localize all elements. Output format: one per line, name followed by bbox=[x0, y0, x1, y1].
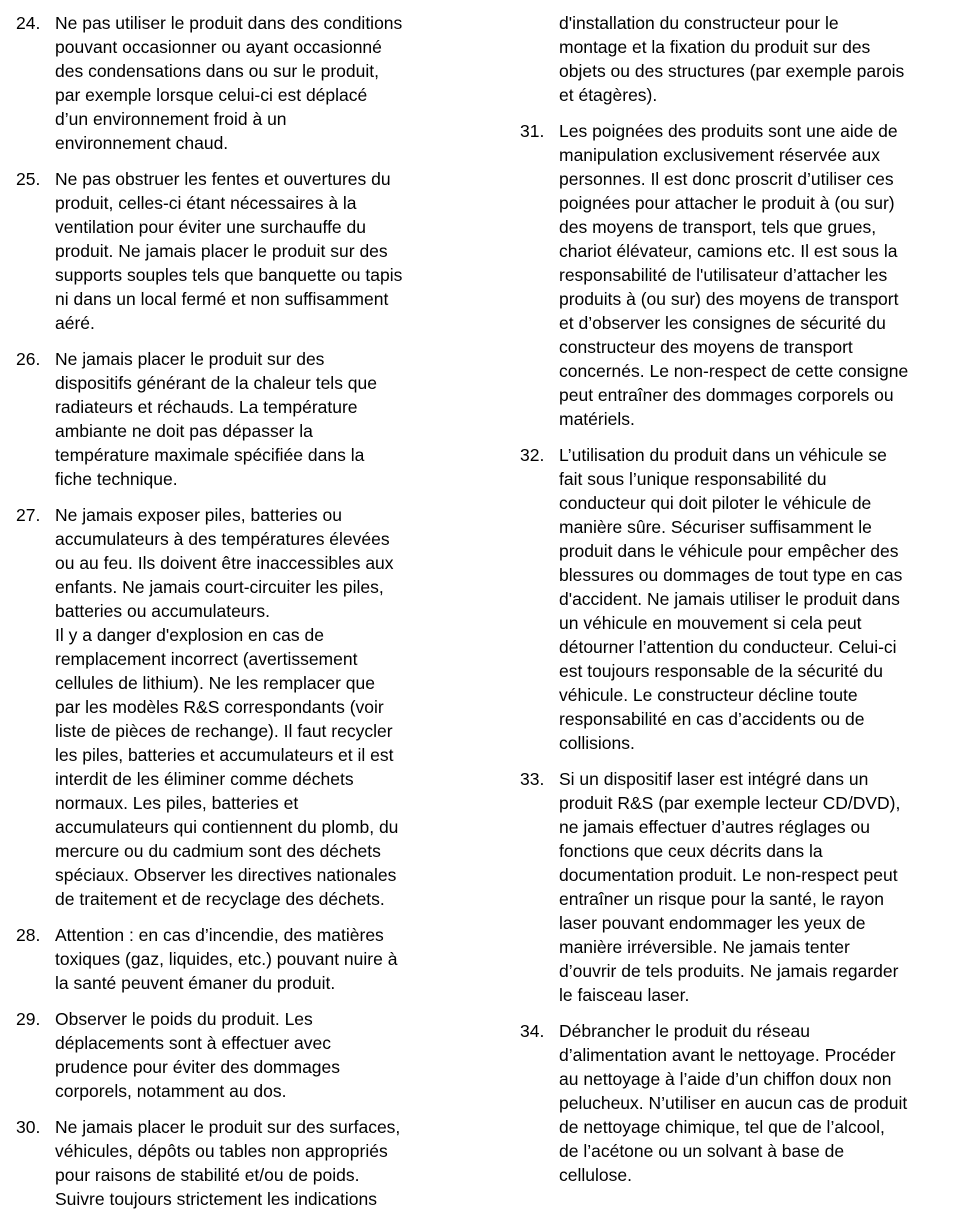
text-line: enfants. Ne jamais court-circuiter les piles, bbox=[55, 577, 384, 597]
item-number: 26. bbox=[16, 349, 41, 369]
text-line: Observer le poids du produit. Les bbox=[55, 1009, 313, 1029]
text-line: produit, celles-ci étant nécessaires à la bbox=[55, 193, 357, 213]
text-line: peut entraîner des dommages corporels ou bbox=[559, 385, 894, 405]
text-line: personnes. Il est donc proscrit d’utiliser ces bbox=[559, 169, 894, 189]
text-line: Ne jamais placer le produit sur des bbox=[55, 349, 325, 369]
text-line: Si un dispositif laser est intégré dans un bbox=[559, 769, 869, 789]
text-line: manipulation exclusivement réservée aux bbox=[559, 145, 880, 165]
item-text bbox=[55, 503, 456, 911]
text-line: et d’observer les consignes de sécurité du bbox=[559, 313, 886, 333]
text-line: véhicules, dépôts ou tables non appropriés bbox=[55, 1141, 388, 1161]
text-line: manière sûre. Sécuriser suffisamment le bbox=[559, 517, 872, 537]
item-number: 27. bbox=[16, 505, 41, 525]
text-line: remplacement incorrect (avertissement bbox=[55, 649, 358, 669]
text-line: Attention : en cas d’incendie, des matières bbox=[55, 925, 384, 945]
text-line: matériels. bbox=[559, 409, 635, 429]
text-line: dispositifs générant de la chaleur tels que bbox=[55, 373, 378, 393]
text-line: poignées pour attacher le produit à (ou sur) bbox=[559, 193, 895, 213]
text-line: aéré. bbox=[55, 313, 95, 333]
item-number: 28. bbox=[16, 925, 41, 945]
text-line: laser pouvant endommager les yeux de bbox=[559, 913, 866, 933]
text-line: accumulateurs qui contiennent du plomb, du bbox=[55, 817, 399, 837]
text-line: normaux. Les piles, batteries et bbox=[55, 793, 299, 813]
text-line: par les modèles R&S correspondants (voir bbox=[55, 697, 384, 717]
text-line: toxiques (gaz, liquides, etc.) pouvant nuire à bbox=[55, 949, 398, 969]
text-line: ni dans un local fermé et non suffisamment bbox=[55, 289, 389, 309]
text-line: pour raisons de stabilité et/ou de poids. bbox=[55, 1165, 360, 1185]
right-column bbox=[520, 11, 965, 1199]
text-line: responsabilité de l'utilisateur d’attacher les bbox=[559, 265, 888, 285]
text-line: Suivre toujours strictement les indications bbox=[55, 1189, 377, 1209]
text-line: Ne pas utiliser le produit dans des conditions bbox=[55, 13, 403, 33]
text-line: d’ouvrir de tels produits. Ne jamais regarder bbox=[559, 961, 899, 981]
text-line: un véhicule en mouvement si cela peut bbox=[559, 613, 862, 633]
item-text bbox=[55, 11, 456, 155]
text-line: d’un environnement froid à un bbox=[55, 109, 287, 129]
text-line: Débrancher le produit du réseau bbox=[559, 1021, 810, 1041]
text-line: entraîner un risque pour la santé, le rayon bbox=[559, 889, 884, 909]
text-line: véhicule. Le constructeur décline toute bbox=[559, 685, 858, 705]
item-number: 24. bbox=[16, 13, 41, 33]
item-number: 31. bbox=[520, 121, 545, 141]
list-item bbox=[16, 1115, 456, 1211]
text-line: chariot élévateur, camions etc. Il est sous la bbox=[559, 241, 898, 261]
list-item-continuation bbox=[520, 11, 965, 107]
text-line: mercure ou du cadmium sont des déchets bbox=[55, 841, 381, 861]
text-line: Il y a danger d'explosion en cas de bbox=[55, 625, 324, 645]
text-line: liste de pièces de rechange). Il faut recycler bbox=[55, 721, 393, 741]
text-line: produit dans le véhicule pour empêcher des bbox=[559, 541, 899, 561]
list-item bbox=[520, 1019, 965, 1187]
text-line: spéciaux. Observer les directives nationales bbox=[55, 865, 397, 885]
text-line: le faisceau laser. bbox=[559, 985, 690, 1005]
text-line: objets ou des structures (par exemple parois bbox=[559, 61, 905, 81]
item-text bbox=[559, 443, 965, 755]
text-line: de nettoyage chimique, tel que de l’alcool, bbox=[559, 1117, 885, 1137]
text-line: prudence pour éviter des dommages bbox=[55, 1057, 341, 1077]
text-line: batteries ou accumulateurs. bbox=[55, 601, 270, 621]
text-line: responsabilité en cas d’accidents ou de bbox=[559, 709, 865, 729]
text-line: est toujours responsable de la sécurité du bbox=[559, 661, 883, 681]
item-number: 30. bbox=[16, 1117, 41, 1137]
text-line: température maximale spécifiée dans la bbox=[55, 445, 365, 465]
text-line: de l’acétone ou un solvant à base de bbox=[559, 1141, 845, 1161]
list-item bbox=[16, 167, 456, 335]
text-line: pelucheux. N’utiliser en aucun cas de produit bbox=[559, 1093, 908, 1113]
list-item bbox=[16, 347, 456, 491]
text-line: supports souples tels que banquette ou tapis bbox=[55, 265, 403, 285]
text-line: corporels, notamment au dos. bbox=[55, 1081, 287, 1101]
text-line: détourner l’attention du conducteur. Celui-ci bbox=[559, 637, 897, 657]
item-number: 32. bbox=[520, 445, 545, 465]
item-number: 33. bbox=[520, 769, 545, 789]
text-line: déplacements sont à effectuer avec bbox=[55, 1033, 331, 1053]
item-text bbox=[55, 1007, 456, 1103]
text-line: accumulateurs à des températures élevées bbox=[55, 529, 390, 549]
item-text bbox=[559, 1019, 965, 1187]
text-line: d'installation du constructeur pour le bbox=[559, 13, 839, 33]
text-line: ambiante ne doit pas dépasser la bbox=[55, 421, 313, 441]
list-item bbox=[520, 119, 965, 431]
item-text bbox=[55, 923, 456, 995]
item-number: 25. bbox=[16, 169, 41, 189]
text-line: des condensations dans ou sur le produit, bbox=[55, 61, 379, 81]
text-line: collisions. bbox=[559, 733, 635, 753]
text-line: ne jamais effectuer d’autres réglages ou bbox=[559, 817, 870, 837]
list-item bbox=[16, 11, 456, 155]
text-line: par exemple lorsque celui-ci est déplacé bbox=[55, 85, 368, 105]
text-line: ventilation pour éviter une surchauffe du bbox=[55, 217, 366, 237]
item-text bbox=[55, 1115, 456, 1211]
text-line: interdit de les éliminer comme déchets bbox=[55, 769, 354, 789]
text-line: radiateurs et réchauds. La température bbox=[55, 397, 358, 417]
item-text bbox=[55, 167, 456, 335]
text-line: de traitement et de recyclage des déchets. bbox=[55, 889, 385, 909]
text-line: cellulose. bbox=[559, 1165, 632, 1185]
text-line: conducteur qui doit piloter le véhicule de bbox=[559, 493, 872, 513]
text-line: montage et la fixation du produit sur des bbox=[559, 37, 871, 57]
text-line: documentation produit. Le non-respect peut bbox=[559, 865, 898, 885]
text-line: L’utilisation du produit dans un véhicule se bbox=[559, 445, 887, 465]
text-line: d’alimentation avant le nettoyage. Procéder bbox=[559, 1045, 896, 1065]
text-line: produit R&S (par exemple lecteur CD/DVD), bbox=[559, 793, 901, 813]
text-line: concernés. Le non-respect de cette consigne bbox=[559, 361, 909, 381]
text-line: pouvant occasionner ou ayant occasionné bbox=[55, 37, 382, 57]
text-line: Ne jamais placer le produit sur des surfaces, bbox=[55, 1117, 401, 1137]
text-line: les piles, batteries et accumulateurs et il est bbox=[55, 745, 394, 765]
list-item bbox=[16, 503, 456, 911]
list-item bbox=[520, 443, 965, 755]
text-line: des moyens de transport, tels que grues, bbox=[559, 217, 877, 237]
item-text bbox=[55, 347, 456, 491]
text-line: constructeur des moyens de transport bbox=[559, 337, 853, 357]
left-column bbox=[16, 11, 456, 1223]
item-text bbox=[559, 119, 965, 431]
text-line: Ne pas obstruer les fentes et ouvertures du bbox=[55, 169, 391, 189]
text-line: ou au feu. Ils doivent être inaccessibles aux bbox=[55, 553, 394, 573]
text-line: fiche technique. bbox=[55, 469, 178, 489]
text-line: et étagères). bbox=[559, 85, 658, 105]
item-number bbox=[520, 11, 559, 107]
item-text bbox=[559, 767, 965, 1007]
text-line: cellules de lithium). Ne les remplacer que bbox=[55, 673, 375, 693]
list-item bbox=[16, 1007, 456, 1103]
text-line: au nettoyage à l’aide d’un chiffon doux non bbox=[559, 1069, 892, 1089]
text-line: la santé peuvent émaner du produit. bbox=[55, 973, 336, 993]
text-line: d'accident. Ne jamais utiliser le produit dans bbox=[559, 589, 900, 609]
text-line: manière irréversible. Ne jamais tenter bbox=[559, 937, 850, 957]
item-text bbox=[559, 11, 965, 107]
list-item bbox=[16, 923, 456, 995]
text-line: blessures ou dommages de tout type en cas bbox=[559, 565, 903, 585]
text-line: produit. Ne jamais placer le produit sur des bbox=[55, 241, 388, 261]
item-number: 29. bbox=[16, 1009, 41, 1029]
text-line: produits à (ou sur) des moyens de transport bbox=[559, 289, 899, 309]
text-line: environnement chaud. bbox=[55, 133, 229, 153]
item-number: 34. bbox=[520, 1021, 545, 1041]
text-line: fait sous l’unique responsabilité du bbox=[559, 469, 827, 489]
text-line: Ne jamais exposer piles, batteries ou bbox=[55, 505, 342, 525]
text-line: Les poignées des produits sont une aide de bbox=[559, 121, 898, 141]
text-line: fonctions que ceux décrits dans la bbox=[559, 841, 823, 861]
list-item bbox=[520, 767, 965, 1007]
